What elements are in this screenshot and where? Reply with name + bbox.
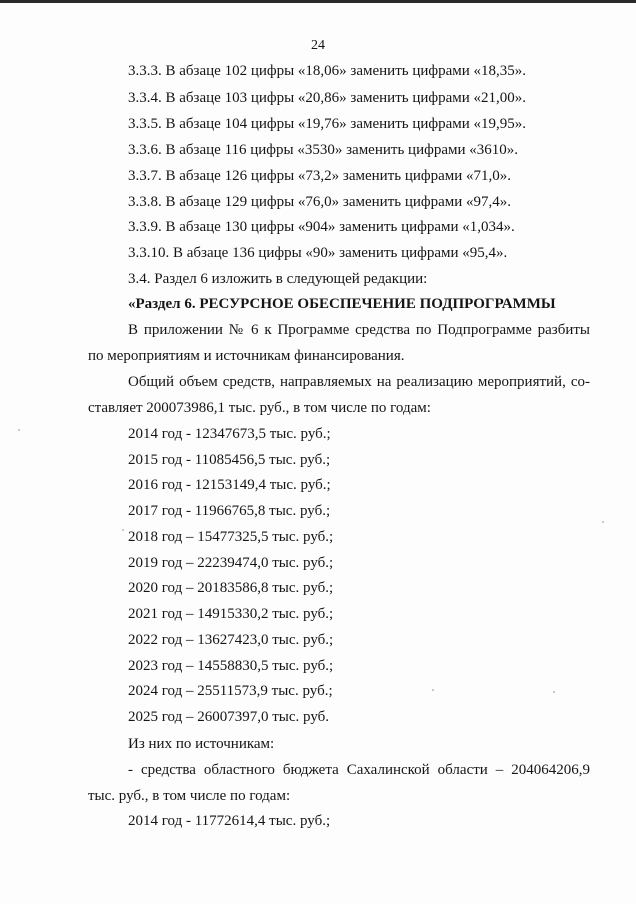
- year-amount-line: 2024 год – 25511573,9 тыс. руб.;: [128, 683, 333, 699]
- scan-speck: [602, 521, 604, 523]
- paragraph-line: - средства областного бюджета Сахалинской области – 204064206,9: [128, 762, 590, 778]
- section-heading: «Раздел 6. РЕСУРСНОЕ ОБЕСПЕЧЕНИЕ ПОДПРОГРАММЫ: [128, 296, 556, 312]
- top-edge-rule: [0, 0, 636, 3]
- year-amount-line: 2021 год – 14915330,2 тыс. руб.;: [128, 606, 334, 622]
- paragraph-line: по мероприятиям и источникам финансирования.: [88, 348, 405, 364]
- year-amount-line: 2014 год - 11772614,4 тыс. руб.;: [128, 813, 331, 829]
- amendment-item: 3.3.3. В абзаце 102 цифры «18,06» заменить цифрами «18,35».: [128, 63, 527, 79]
- year-amount-line: 2017 год - 11966765,8 тыс. руб.;: [128, 503, 331, 519]
- paragraph-line: тыс. руб., в том числе по годам:: [88, 788, 291, 804]
- year-amount-line: 2025 год – 26007397,0 тыс. руб.: [128, 709, 330, 725]
- year-amount-line: 2019 год – 22239474,0 тыс. руб.;: [128, 555, 334, 571]
- amendment-item: 3.3.7. В абзаце 126 цифры «73,2» заменить цифрами «71,0».: [128, 168, 512, 184]
- amendment-item: 3.4. Раздел 6 изложить в следующей редакции:: [128, 271, 428, 287]
- year-amount-line: 2016 год - 12153149,4 тыс. руб.;: [128, 477, 331, 493]
- amendment-item: 3.3.6. В абзаце 116 цифры «3530» заменить цифрами «3610».: [128, 142, 518, 158]
- paragraph-line: Общий объем средств, направляемых на реализацию мероприятий, со-: [128, 374, 590, 390]
- year-amount-line: 2020 год – 20183586,8 тыс. руб.;: [128, 580, 334, 596]
- page-number: 24: [311, 38, 325, 53]
- year-amount-line: 2022 год – 13627423,0 тыс. руб.;: [128, 632, 334, 648]
- paragraph-line: В приложении № 6 к Программе средства по Подпрограмме разбиты: [128, 322, 590, 338]
- amendment-item: 3.3.5. В абзаце 104 цифры «19,76» заменить цифрами «19,95».: [128, 116, 527, 132]
- scan-speck: [432, 689, 434, 691]
- year-amount-line: 2015 год - 11085456,5 тыс. руб.;: [128, 452, 331, 468]
- year-amount-line: 2018 год – 15477325,5 тыс. руб.;: [128, 529, 334, 545]
- scan-speck: [18, 429, 20, 431]
- paragraph-line: ставляет 200073986,1 тыс. руб., в том числе по годам:: [88, 400, 431, 416]
- year-amount-line: 2014 год - 12347673,5 тыс. руб.;: [128, 426, 331, 442]
- amendment-item: 3.3.8. В абзаце 129 цифры «76,0» заменить цифрами «97,4».: [128, 194, 512, 210]
- year-amount-line: 2023 год – 14558830,5 тыс. руб.;: [128, 658, 334, 674]
- sources-intro: Из них по источникам:: [128, 736, 275, 752]
- amendment-item: 3.3.9. В абзаце 130 цифры «904» заменить цифрами «1,034».: [128, 219, 515, 235]
- amendment-item: 3.3.4. В абзаце 103 цифры «20,86» заменить цифрами «21,00».: [128, 90, 527, 106]
- scan-speck: [122, 529, 124, 531]
- scan-speck: [553, 691, 555, 693]
- amendment-item: 3.3.10. В абзаце 136 цифры «90» заменить цифрами «95,4».: [128, 245, 508, 261]
